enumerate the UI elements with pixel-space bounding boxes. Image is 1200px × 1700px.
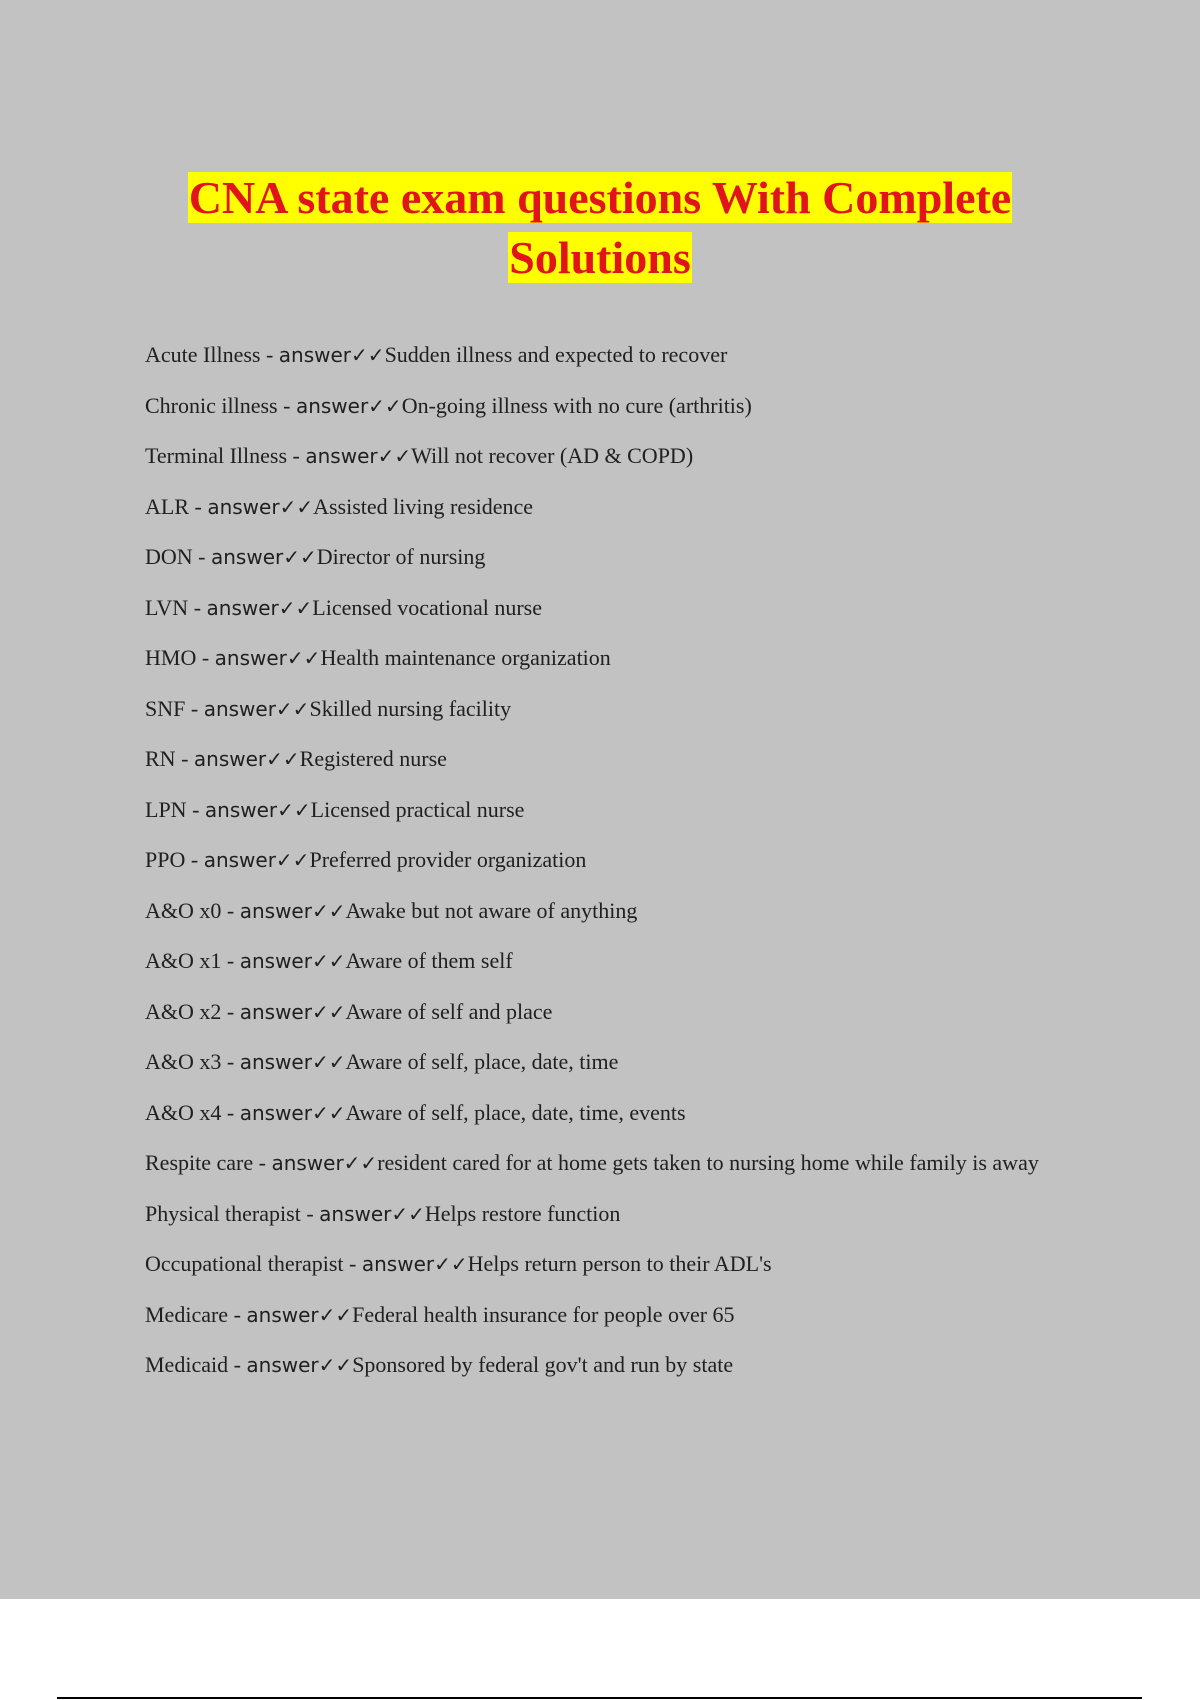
- entry-answer-label: answer✓✓: [239, 898, 346, 923]
- entry-answer-label: answer✓✓: [214, 646, 321, 670]
- entry-definition: Licensed practical nurse: [310, 796, 525, 822]
- entry-answer-label: answer✓✓: [211, 545, 317, 569]
- flashcard-entry: [145, 692, 1075, 743]
- entry-separator: -: [189, 493, 208, 519]
- entry-definition: Director of nursing: [316, 544, 486, 569]
- entry-separator: -: [188, 594, 207, 620]
- entry-answer-label: answer✓✓: [203, 696, 310, 721]
- flashcard-entry: [145, 1096, 1075, 1147]
- flashcard-entry: [145, 641, 1075, 692]
- entry-separator: -: [185, 695, 204, 721]
- entry-term: DON: [145, 544, 193, 569]
- entry-answer-label: answer✓✓: [319, 1201, 425, 1226]
- entry-term: A&O x3: [145, 1049, 222, 1074]
- entry-separator: -: [260, 342, 279, 367]
- entry-definition: Sudden illness and expected to recover: [384, 342, 728, 367]
- flashcard-entry: [145, 389, 1075, 440]
- entry-separator: -: [277, 392, 296, 418]
- entry-answer-label: answer✓✓: [246, 1302, 353, 1327]
- entry-term: Acute Illness: [145, 342, 261, 367]
- entry-answer-label: answer✓✓: [239, 1100, 346, 1125]
- flashcard-entry: [145, 490, 1075, 541]
- entry-term: Occupational therapist: [145, 1251, 344, 1276]
- entry-definition: Assisted living residence: [313, 493, 534, 519]
- flashcard-entry: [145, 1348, 1075, 1399]
- entry-answer-label: answer✓✓: [271, 1151, 378, 1175]
- entry-separator: -: [175, 746, 194, 771]
- entry-term: RN: [145, 746, 176, 771]
- entry-definition: Aware of self, place, date, time: [345, 1049, 619, 1074]
- entry-separator: -: [185, 847, 204, 872]
- entry-definition: Health maintenance organization: [320, 645, 611, 670]
- flashcard-entry: [145, 843, 1075, 894]
- flashcard-entry: [145, 591, 1075, 642]
- flashcard-entry: [145, 944, 1075, 995]
- entry-term: PPO: [145, 847, 186, 872]
- entry-answer-label: answer✓✓: [203, 848, 310, 872]
- title-line-2: Solutions: [509, 232, 691, 283]
- entry-separator: -: [196, 645, 215, 670]
- entry-separator: -: [221, 1099, 240, 1125]
- entry-definition: Aware of self and place: [345, 998, 553, 1024]
- entry-answer-label: answer✓✓: [278, 343, 385, 367]
- entry-definition: Helps return person to their ADL's: [467, 1251, 772, 1276]
- entry-answer-label: answer✓✓: [239, 1050, 346, 1074]
- flashcard-entry: [145, 742, 1075, 793]
- entry-definition: Sponsored by federal gov't and run by state: [352, 1352, 734, 1377]
- entry-term: Chronic illness: [145, 392, 278, 418]
- entry-definition: Registered nurse: [299, 746, 447, 771]
- entry-term: A&O x1: [145, 948, 222, 973]
- entry-separator: -: [287, 443, 306, 468]
- entry-term: A&O x0: [145, 897, 222, 923]
- entry-answer-label: answer✓✓: [246, 1353, 353, 1377]
- entry-separator: -: [300, 1200, 320, 1226]
- entry-definition: Skilled nursing facility: [309, 695, 512, 721]
- title-line-1: CNA state exam questions With Complete: [188, 172, 1012, 223]
- entry-term: Medicaid: [145, 1352, 229, 1377]
- entry-definition: Aware of self, place, date, time, events: [345, 1099, 686, 1125]
- entry-definition: Aware of them self: [345, 948, 513, 973]
- entry-term: LVN: [145, 594, 189, 620]
- flashcard-entry: [145, 793, 1075, 844]
- entry-separator: -: [228, 1301, 247, 1327]
- flashcard-entry: [145, 1298, 1075, 1349]
- entry-answer-label: answer✓✓: [295, 393, 402, 418]
- entry-separator: -: [186, 796, 205, 822]
- entry-separator: -: [192, 544, 211, 569]
- entry-answer-label: answer✓✓: [305, 444, 412, 468]
- entry-separator: -: [221, 998, 240, 1024]
- entry-term: Respite care: [145, 1150, 254, 1175]
- entry-answer-label: answer✓✓: [361, 1252, 468, 1276]
- entry-term: LPN: [145, 796, 187, 822]
- flashcard-entry: [145, 995, 1075, 1046]
- flashcard-entry: [145, 1197, 1075, 1248]
- flashcard-entry: [145, 1146, 1075, 1197]
- entry-definition: Federal health insurance for people over 65: [352, 1301, 735, 1327]
- entry-definition: Preferred provider organization: [309, 847, 587, 872]
- flashcard-entry: [145, 540, 1075, 591]
- flashcard-entry: [145, 1045, 1075, 1096]
- entry-definition: Will not recover (AD & COPD): [411, 443, 694, 468]
- entry-definition: On-going illness with no cure (arthritis): [401, 392, 752, 418]
- entry-separator: -: [221, 1049, 240, 1074]
- flashcard-entry: [145, 338, 1075, 389]
- entry-term: A&O x4: [145, 1099, 222, 1125]
- entry-answer-label: answer✓✓: [239, 949, 346, 973]
- document-title: [0, 168, 1200, 288]
- entry-term: Terminal Illness: [145, 443, 288, 468]
- entry-answer-label: answer✓✓: [207, 494, 314, 519]
- entry-term: ALR: [145, 493, 189, 519]
- entry-term: HMO: [145, 645, 197, 670]
- entry-answer-label: answer✓✓: [193, 747, 300, 771]
- flashcard-entry: [145, 894, 1075, 945]
- entry-term: Medicare: [145, 1301, 229, 1327]
- entry-separator: -: [221, 897, 240, 923]
- entry-term: A&O x2: [145, 998, 222, 1024]
- flashcard-entry: [145, 439, 1075, 490]
- flashcard-list: [145, 338, 1075, 1399]
- entry-term: SNF: [145, 695, 186, 721]
- entry-separator: -: [253, 1150, 272, 1175]
- entry-term: Physical therapist: [145, 1200, 301, 1226]
- footer-divider: [57, 1697, 1142, 1699]
- entry-answer-label: answer✓✓: [239, 999, 346, 1024]
- entry-separator: -: [228, 1352, 247, 1377]
- entry-separator: -: [343, 1251, 362, 1276]
- entry-answer-label: answer✓✓: [206, 595, 313, 620]
- entry-answer-label: answer✓✓: [204, 797, 311, 822]
- entry-definition: Awake but not aware of anything: [345, 897, 638, 923]
- flashcard-entry: [145, 1247, 1075, 1298]
- entry-definition: resident cared for at home gets taken to nursing home while family is away: [377, 1150, 1039, 1175]
- entry-separator: -: [221, 948, 240, 973]
- entry-definition: Licensed vocational nurse: [312, 594, 542, 620]
- entry-definition: Helps restore function: [424, 1200, 621, 1226]
